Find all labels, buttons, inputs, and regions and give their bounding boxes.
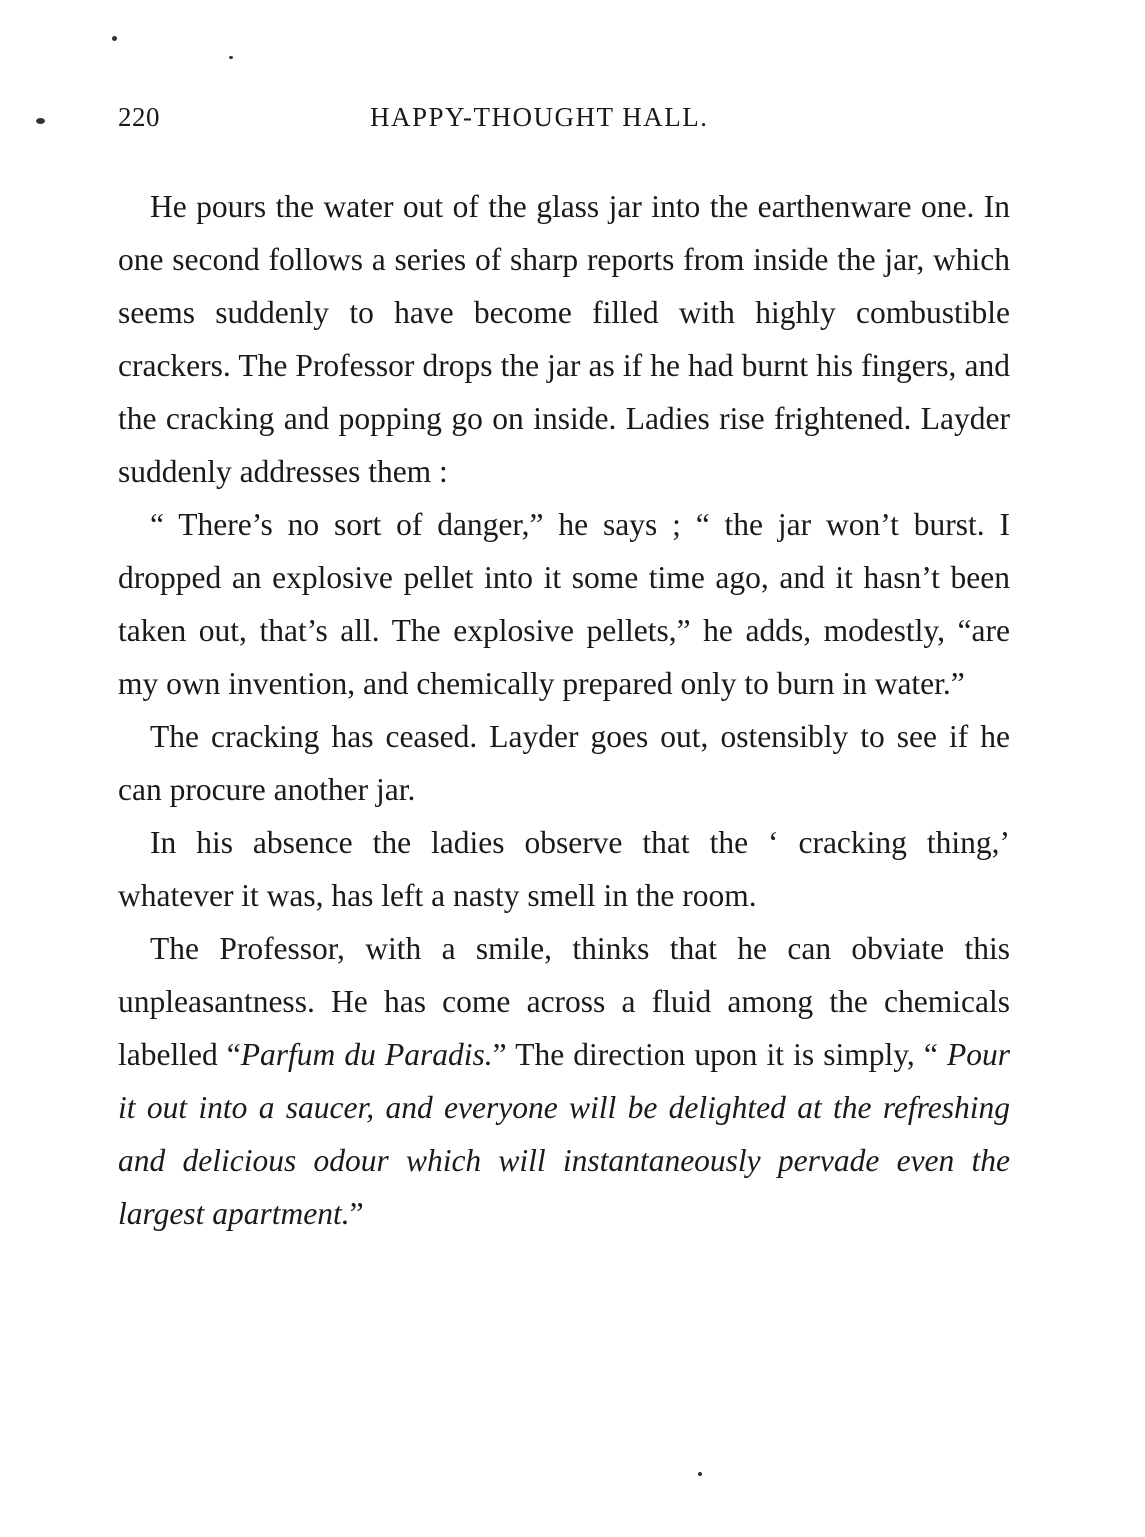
- paragraph-4: [118, 816, 1010, 922]
- paragraph-5-text-c: ”: [349, 1196, 364, 1231]
- scan-speck: [698, 1472, 702, 1476]
- running-title: HAPPY-THOUGHT HALL.: [370, 102, 709, 132]
- paragraph-3-text: The cracking has ceased. Layder goes out, ostensibly to see if he can procure another jar.: [118, 719, 1010, 807]
- paragraph-1: [118, 180, 1010, 498]
- paragraph-3: [118, 710, 1010, 816]
- scan-speck: [229, 56, 233, 59]
- paragraph-1-text: He pours the water out of the glass jar into the earthenware one. In one second follows a series of sharp reports from inside the jar, which seems suddenly to have become filled with highly combustible crackers. The Professor drops the jar as if he had burnt his fingers, and the cracking and popping go on inside. Ladies rise frightened. Layder suddenly addresses them :: [118, 189, 1010, 489]
- paragraph-4-text: In his absence the ladies observe that the ‘ cracking thing,’ whatever it was, has left a nasty smell in the room.: [118, 825, 1010, 913]
- scan-speck: [112, 36, 117, 41]
- body-text: [118, 180, 1010, 1240]
- paragraph-2: [118, 498, 1010, 710]
- paragraph-5-direction-quote: Pour it out into a saucer, and everyone will be delighted at the refreshing and delicious odour which will instantaneously pervade even the largest apartment.: [118, 1037, 1010, 1231]
- running-head: [118, 102, 758, 142]
- paragraph-5: [118, 922, 1010, 1240]
- paragraph-2-text: “ There’s no sort of danger,” he says ; “ the jar won’t burst. I dropped an explosive pellet into it some time ago, and it hasn’t been taken out, that’s all. The explosive pellets,” he adds, modestly, “are my own invention, and chemically prepared only to burn in water.”: [118, 507, 1010, 701]
- page-number: 220: [118, 102, 160, 132]
- paragraph-5-text-b: ” The direction upon it is simply, “: [492, 1037, 947, 1072]
- paragraph-5-label-name: Parfum du Paradis.: [240, 1037, 493, 1072]
- scan-speck: [36, 118, 45, 124]
- paragraph-5-text-a: The Professor, with a smile, thinks that he can obviate this unpleasantness. He has come across a fluid among the chemicals labelled “: [118, 931, 1010, 1072]
